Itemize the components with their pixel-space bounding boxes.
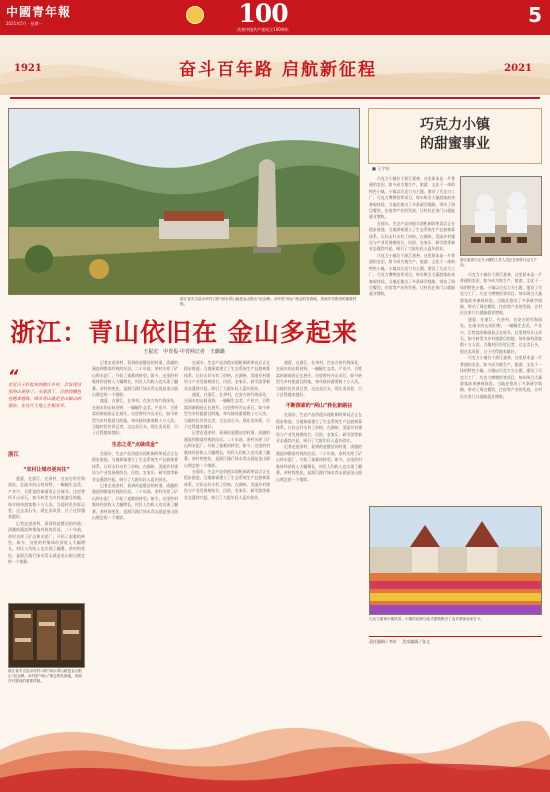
feature-text-6: 巧克力小镇位于浙江嘉善，这里原本是一片普通的农田，如今成为集生产、旅游、文化于一体的特色小镇。小镇以巧克力为主题，建设了巧克力工厂、巧克力博物馆等项目，每年吸引大量游客前来参观体验。当地还推出了多条研学线路，带动了周边餐饮、住宿等产业的发展，让村民在家门口就能就业增收。 bbox=[460, 355, 542, 399]
centenary-number: 100 bbox=[238, 0, 288, 28]
paper-name: 中國青年報 bbox=[6, 5, 72, 19]
article-headline: 浙江：青山依旧在 金山多起来 bbox=[10, 318, 358, 347]
paper-date: 2021年5月 · 星期一 bbox=[6, 21, 43, 26]
centenary-caption: 庆祝中国共产党成立100周年 bbox=[237, 27, 289, 32]
main-photo-caption: 浙江省安吉县余村村口的“绿水青山就是金山银山”纪念碑。余村是“两山”理念的发源地，美丽乡村建设的重要样板。 bbox=[180, 297, 357, 306]
feature-title bbox=[368, 116, 542, 154]
column-2-text-d: 记者走进余村，看到的是整洁的村道、清澈的溪流和错落有致的民居。二十年前，余村关停了矿山和水泥厂，开始了艰难的转型。如今，这里的村集体经济收入大幅增长，村民人均收入也实现了翻番。余村的变化，是浙江践行绿水青山就是金山银山理念的一个缩影。 bbox=[92, 482, 178, 520]
pull-quote-text: 走近日子好起来的浙江乡村，会发现这里的山更绿了，水更清了，百姓的腰包也越来越鼓。绿水青山就是金山银山的理念，在这片土地上生根发芽。 bbox=[8, 383, 82, 409]
feature-text-2: 在丽水，生态产品价值实现机制改革试点正在稳步推进。当地探索建立了生态系统生产总值核算体系，让好山好水有了价格。在湖州，美丽乡村建设与产业发展相结合，民宿、农家乐、研学游等新业态蓬勃兴起，吸引了大批年轻人返乡创业。 bbox=[369, 220, 455, 252]
feature-byline: ■ 王宇东 bbox=[372, 166, 390, 171]
subhead-3: 不断探索的“两山”转化新路径 bbox=[285, 403, 353, 410]
chocolate-town-photo bbox=[369, 506, 542, 615]
pull-quote bbox=[8, 366, 85, 458]
chocolate-photo-caption: 浙江嘉善巧克力小镇的工作人员正在制作巧克力产品。 bbox=[460, 258, 537, 267]
editor-credits: 责任编辑 / 李轩 美术编辑 / 张文 bbox=[369, 636, 542, 645]
column-3-text: 在丽水，生态产品价值实现机制改革试点正在稳步推进。当地探索建立了生态系统生产总值核算体系，让好山好水有了价格。在湖州，美丽乡村建设与产业发展相结合，民宿、农家乐、研学游等新业态蓬勃兴起，吸引了大批年轻人返乡创业。 bbox=[184, 360, 270, 391]
side-photo-caption: 浙江省安吉县余村村口的“绿水青山就是金山银山”纪念碑。余村是“两山”理念的发源地，美丽乡村建设的重要样板。 bbox=[8, 669, 82, 683]
feature-text-5: 盛夏，在浙江，在余村，在安吉的竹海深处，在丽水的山间田野，一幅幅生态美、产业兴、百姓富的新画卷正在展开。这里曾经开山采石，如今转型为乡村旅游目的地，每年接待游客数十万人次。当地村民告诉记者，过去卖石头，现在卖风景，日子过得越来越好。 bbox=[460, 316, 542, 354]
side-photo-bookstore bbox=[8, 603, 85, 668]
chocolate-workshop-photo bbox=[460, 176, 542, 256]
subhead-2: 生态之花“点绿成金” bbox=[111, 441, 159, 448]
article-byline: 王振宏 中青报·中青网记者 王璐璐 bbox=[143, 349, 225, 355]
town-photo-caption: 巧克力甜蜜小镇风景。小镇的花海与欧式建筑吸引了众多游客前来打卡。 bbox=[369, 617, 484, 621]
column-1-text-cont: 记者走进余村，看到的是整洁的村道、清澈的溪流和错落有致的民居。二十年前，余村关停了矿山和水泥厂，开始了艰难的转型。如今，这里的村集体经济收入大幅增长，村民人均收入也实现了翻番。余村的变化，是浙江践行绿水青山就是金山银山理念的一个缩影。 bbox=[8, 520, 85, 565]
column-3-text-c: 记者走进余村，看到的是整洁的村道、清澈的溪流和错落有致的民居。二十年前，余村关停了矿山和水泥厂，开始了艰难的转型。如今，这里的村集体经济收入大幅增长，村民人均收入也实现了翻番。余村的变化，是浙江践行绿水青山就是金山银山理念的一个缩影。 bbox=[184, 430, 270, 468]
article-column-1 bbox=[8, 462, 85, 600]
decorative-waves bbox=[0, 660, 550, 792]
party-emblem-icon bbox=[186, 6, 204, 24]
column-1-text: 盛夏，在浙江，在余村，在安吉的竹海深处，在丽水的山间田野，一幅幅生态美、产业兴、百姓富的新画卷正在展开。这里曾经开山采石，如今转型为乡村旅游目的地，每年接待游客数十万人次。当地村民告诉记者，过去卖石头，现在卖风景，日子过得越来越好。 bbox=[8, 476, 85, 520]
year-end: 2021 bbox=[504, 63, 532, 74]
centenary-logo bbox=[208, 1, 318, 33]
main-photo-anji-monument bbox=[8, 108, 360, 295]
quote-open-icon: “ bbox=[8, 366, 19, 385]
column-3-text-b: 盛夏，在浙江，在余村，在安吉的竹海深处，在丽水的山间田野，一幅幅生态美、产业兴、百姓富的新画卷正在展开。这里曾经开山采石，如今转型为乡村旅游目的地，每年接待游客数十万人次。当地村民告诉记者，过去卖石头，现在卖风景，日子过得越来越好。 bbox=[184, 392, 270, 430]
feature-text-4: 巧克力小镇位于浙江嘉善，这里原本是一片普通的农田，如今成为集生产、旅游、文化于一体的特色小镇。小镇以巧克力为主题，建设了巧克力工厂、巧克力博物馆等项目，每年吸引大量游客前来参观体验。当地还推出了多条研学线路，带动了周边餐饮、住宿等产业的发展，让村民在家门口就能就业增收。 bbox=[460, 272, 542, 316]
pull-quote-tag: 浙江 bbox=[8, 452, 20, 458]
column-2-text-b: 盛夏，在浙江，在余村，在安吉的竹海深处，在丽水的山间田野，一幅幅生态美、产业兴、百姓富的新画卷正在展开。这里曾经开山采石，如今转型为乡村旅游目的地，每年接待游客数十万人次。当地村民告诉记者，过去卖石头，现在卖风景，日子过得越来越好。 bbox=[92, 398, 178, 436]
column-4-text-b: 在丽水，生态产品价值实现机制改革试点正在稳步推进。当地探索建立了生态系统生产总值核算体系，让好山好水有了价格。在湖州，美丽乡村建设与产业发展相结合，民宿、农家乐、研学游等新业态蓬勃兴起，吸引了大批年轻人返乡创业。 bbox=[276, 412, 362, 444]
page-number: 5 bbox=[528, 3, 542, 27]
masthead-left bbox=[6, 3, 71, 27]
column-3-text-d: 在丽水，生态产品价值实现机制改革试点正在稳步推进。当地探索建立了生态系统生产总值核算体系，让好山好水有了价格。在湖州，美丽乡村建设与产业发展相结合，民宿、农家乐、研学游等新业态蓬勃兴起，吸引了大批年轻人返乡创业。 bbox=[184, 468, 270, 500]
masthead bbox=[0, 0, 550, 35]
column-4-text-c: 记者走进余村，看到的是整洁的村道、清澈的溪流和错落有致的民居。二十年前，余村关停了矿山和水泥厂，开始了艰难的转型。如今，这里的村集体经济收入大幅增长，村民人均收入也实现了翻番。余村的变化，是浙江践行绿水青山就是金山银山理念的一个缩影。 bbox=[276, 444, 362, 482]
feature-title-line-2: 的甜蜜事业 bbox=[420, 136, 490, 152]
column-2-text-c: 在丽水，生态产品价值实现机制改革试点正在稳步推进。当地探索建立了生态系统生产总值核算体系，让好山好水有了价格。在湖州，美丽乡村建设与产业发展相结合，民宿、农家乐、研学游等新业态蓬勃兴起，吸引了大批年轻人返乡创业。 bbox=[92, 450, 178, 482]
feature-text-3: 巧克力小镇位于浙江嘉善，这里原本是一片普通的农田，如今成为集生产、旅游、文化于一体的特色小镇。小镇以巧克力为主题，建设了巧克力工厂、巧克力博物馆等项目，每年吸引大量游客前来参观体验。当地还推出了多条研学线路，带动了周边餐饮、住宿等产业的发展，让村民在家门口就能就业增收。 bbox=[369, 252, 455, 297]
feature-title-line-1: 巧克力小镇 bbox=[420, 117, 490, 133]
banner-slogan: 奋斗百年路 启航新征程 bbox=[179, 60, 377, 80]
year-start: 1921 bbox=[14, 63, 42, 74]
subhead-1: “农村让城市更向往” bbox=[23, 467, 70, 473]
banner-divider bbox=[10, 97, 540, 99]
column-2-text: 记者走进余村，看到的是整洁的村道、清澈的溪流和错落有致的民居。二十年前，余村关停了矿山和水泥厂，开始了艰难的转型。如今，这里的村集体经济收入大幅增长，村民人均收入也实现了翻番。余村的变化，是浙江践行绿水青山就是金山银山理念的一个缩影。 bbox=[92, 360, 178, 398]
feature-column-1 bbox=[369, 176, 455, 502]
feature-column-2 bbox=[460, 272, 542, 502]
feature-text-1: 巧克力小镇位于浙江嘉善，这里原本是一片普通的农田，如今成为集生产、旅游、文化于一体的特色小镇。小镇以巧克力为主题，建设了巧克力工厂、巧克力博物馆等项目，每年吸引大量游客前来参观体验。当地还推出了多条研学线路，带动了周边餐饮、住宿等产业的发展，让村民在家门口就能就业增收。 bbox=[369, 176, 455, 220]
column-4-text: 盛夏，在浙江，在余村，在安吉的竹海深处，在丽水的山间田野，一幅幅生态美、产业兴、百姓富的新画卷正在展开。这里曾经开山采石，如今转型为乡村旅游目的地，每年接待游客数十万人次。当地村民告诉记者，过去卖石头，现在卖风景，日子过得越来越好。 bbox=[276, 360, 362, 398]
